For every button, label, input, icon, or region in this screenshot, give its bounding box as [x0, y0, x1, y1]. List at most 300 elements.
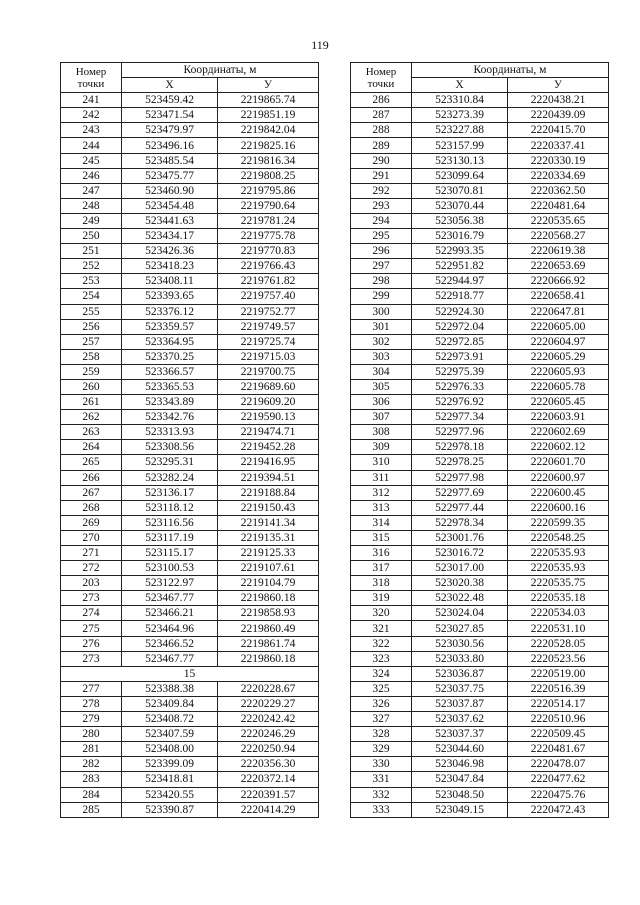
- x-coordinate: 523420.55: [122, 787, 218, 802]
- x-coordinate: 523037.87: [412, 696, 508, 711]
- table-row: [61, 138, 319, 153]
- point-number: 286: [351, 93, 412, 108]
- y-coordinate: 2219725.74: [218, 334, 319, 349]
- x-coordinate: 523365.53: [122, 379, 218, 394]
- y-coordinate: 2220528.05: [508, 636, 609, 651]
- y-coordinate: 2219689.60: [218, 379, 319, 394]
- x-coordinate: 523464.96: [122, 621, 218, 636]
- point-number: 284: [61, 787, 122, 802]
- left-rows-after: [61, 681, 319, 817]
- y-coordinate: 2219860.18: [218, 651, 319, 666]
- y-coordinate: 2220666.92: [508, 274, 609, 289]
- table-row: [61, 198, 319, 213]
- point-number: 304: [351, 364, 412, 379]
- point-number: 275: [61, 621, 122, 636]
- table-row: [351, 334, 609, 349]
- table-row: [351, 546, 609, 561]
- table-row: [351, 455, 609, 470]
- table-row: [351, 289, 609, 304]
- table-row: [61, 395, 319, 410]
- y-header: У: [508, 78, 609, 93]
- x-coordinate: 523118.12: [122, 500, 218, 515]
- y-coordinate: 2220477.62: [508, 772, 609, 787]
- y-coordinate: 2220602.12: [508, 440, 609, 455]
- point-number: 271: [61, 546, 122, 561]
- point-number: 325: [351, 681, 412, 696]
- left-rows: [61, 93, 319, 667]
- x-coordinate: 523024.04: [412, 606, 508, 621]
- point-number: 260: [61, 379, 122, 394]
- point-number: 314: [351, 515, 412, 530]
- point-number-header-line2: точки: [367, 77, 395, 90]
- table-row: [351, 802, 609, 817]
- point-number: 332: [351, 787, 412, 802]
- table-row: [61, 108, 319, 123]
- y-coordinate: 2220514.17: [508, 696, 609, 711]
- point-number: 262: [61, 410, 122, 425]
- x-header: X: [412, 78, 508, 93]
- point-number: 294: [351, 213, 412, 228]
- point-number: 266: [61, 470, 122, 485]
- table-row: [61, 712, 319, 727]
- y-coordinate: 2220605.45: [508, 395, 609, 410]
- table-row: [351, 364, 609, 379]
- y-coordinate: 2219858.93: [218, 606, 319, 621]
- table-row: [351, 153, 609, 168]
- point-number: 277: [61, 681, 122, 696]
- y-coordinate: 2220362.50: [508, 183, 609, 198]
- table-row: [351, 787, 609, 802]
- x-coordinate: 523308.56: [122, 440, 218, 455]
- x-coordinate: 522977.69: [412, 485, 508, 500]
- y-coordinate: 2220509.45: [508, 727, 609, 742]
- x-coordinate: 523407.59: [122, 727, 218, 742]
- x-coordinate: 523016.79: [412, 229, 508, 244]
- y-coordinate: 2220605.00: [508, 319, 609, 334]
- y-coordinate: 2220605.29: [508, 349, 609, 364]
- table-row: [61, 696, 319, 711]
- point-number: 296: [351, 244, 412, 259]
- point-number: 267: [61, 485, 122, 500]
- x-coordinate: 523466.21: [122, 606, 218, 621]
- y-coordinate: 2219135.31: [218, 530, 319, 545]
- point-number: 241: [61, 93, 122, 108]
- point-number: 311: [351, 470, 412, 485]
- x-coordinate: 523016.72: [412, 546, 508, 561]
- y-coordinate: 2219816.34: [218, 153, 319, 168]
- table-row: [351, 530, 609, 545]
- x-coordinate: 523115.17: [122, 546, 218, 561]
- x-coordinate: 523017.00: [412, 561, 508, 576]
- x-coordinate: 523049.15: [412, 802, 508, 817]
- point-number: 287: [351, 108, 412, 123]
- point-number: 319: [351, 591, 412, 606]
- table-row: [351, 772, 609, 787]
- x-header: X: [122, 78, 218, 93]
- table-row: [61, 244, 319, 259]
- point-number: 276: [61, 636, 122, 651]
- table-row: [351, 561, 609, 576]
- x-coordinate: 522978.18: [412, 440, 508, 455]
- point-number: 307: [351, 410, 412, 425]
- point-number: 253: [61, 274, 122, 289]
- point-number: 254: [61, 289, 122, 304]
- point-number: 257: [61, 334, 122, 349]
- y-coordinate: 2220372.14: [218, 772, 319, 787]
- point-number: 299: [351, 289, 412, 304]
- point-number: 300: [351, 304, 412, 319]
- point-number: 321: [351, 621, 412, 636]
- y-coordinate: 2219808.25: [218, 168, 319, 183]
- table-row: [61, 304, 319, 319]
- point-number: 283: [61, 772, 122, 787]
- table-row: [61, 123, 319, 138]
- y-coordinate: 2220481.67: [508, 742, 609, 757]
- table-row: [351, 666, 609, 681]
- y-coordinate: 2220516.39: [508, 681, 609, 696]
- y-coordinate: 2220535.18: [508, 591, 609, 606]
- y-coordinate: 2219416.95: [218, 455, 319, 470]
- point-number: 318: [351, 576, 412, 591]
- x-coordinate: 522977.34: [412, 410, 508, 425]
- x-coordinate: 523044.60: [412, 742, 508, 757]
- table-row: [61, 636, 319, 651]
- y-coordinate: 2220535.75: [508, 576, 609, 591]
- y-coordinate: 2220510.96: [508, 712, 609, 727]
- x-coordinate: 523030.56: [412, 636, 508, 651]
- table-row: [351, 606, 609, 621]
- table-row: [351, 244, 609, 259]
- x-coordinate: 523466.52: [122, 636, 218, 651]
- page-number: 119: [311, 38, 329, 52]
- x-coordinate: 523366.57: [122, 364, 218, 379]
- x-coordinate: 523047.84: [412, 772, 508, 787]
- point-number: 322: [351, 636, 412, 651]
- x-coordinate: 523408.72: [122, 712, 218, 727]
- table-row: [61, 530, 319, 545]
- point-number: 263: [61, 425, 122, 440]
- y-coordinate: 2219860.49: [218, 621, 319, 636]
- x-coordinate: 522972.04: [412, 319, 508, 334]
- point-number: 310: [351, 455, 412, 470]
- y-coordinate: 2220439.09: [508, 108, 609, 123]
- y-coordinate: 2219770.83: [218, 244, 319, 259]
- table-row: [351, 229, 609, 244]
- table-row: [61, 349, 319, 364]
- point-number-header: [351, 63, 412, 93]
- table-row: [351, 304, 609, 319]
- point-number: 292: [351, 183, 412, 198]
- point-number: 291: [351, 168, 412, 183]
- y-coordinate: 2220535.93: [508, 546, 609, 561]
- point-number: 264: [61, 440, 122, 455]
- table-row: [351, 470, 609, 485]
- point-number: 244: [61, 138, 122, 153]
- table-row: [351, 576, 609, 591]
- y-coordinate: 2219860.18: [218, 591, 319, 606]
- y-coordinate: 2219749.57: [218, 319, 319, 334]
- table-row: [351, 696, 609, 711]
- point-number: 265: [61, 455, 122, 470]
- x-coordinate: 523001.76: [412, 530, 508, 545]
- point-number-header: [61, 63, 122, 93]
- x-coordinate: 523459.42: [122, 93, 218, 108]
- point-number: 316: [351, 546, 412, 561]
- table-row: [61, 410, 319, 425]
- x-coordinate: 523157.99: [412, 138, 508, 153]
- y-coordinate: 2220228.67: [218, 681, 319, 696]
- x-coordinate: 523056.38: [412, 213, 508, 228]
- right-rows: [351, 93, 609, 818]
- point-number: 328: [351, 727, 412, 742]
- y-coordinate: 2219825.16: [218, 138, 319, 153]
- table-row: [61, 259, 319, 274]
- table-row: [351, 651, 609, 666]
- point-number: 331: [351, 772, 412, 787]
- x-coordinate: 523393.65: [122, 289, 218, 304]
- y-coordinate: 2219188.84: [218, 485, 319, 500]
- x-coordinate: 523467.77: [122, 651, 218, 666]
- table-row: [61, 576, 319, 591]
- table-row: [351, 410, 609, 425]
- table-row: [61, 546, 319, 561]
- y-coordinate: 2220242.42: [218, 712, 319, 727]
- x-coordinate: 522975.39: [412, 364, 508, 379]
- y-coordinate: 2219125.33: [218, 546, 319, 561]
- y-coordinate: 2220647.81: [508, 304, 609, 319]
- y-coordinate: 2220568.27: [508, 229, 609, 244]
- point-number: 273: [61, 591, 122, 606]
- x-coordinate: 522924.30: [412, 304, 508, 319]
- x-coordinate: 522993.35: [412, 244, 508, 259]
- table-row: [351, 591, 609, 606]
- point-number: 281: [61, 742, 122, 757]
- x-coordinate: 523122.97: [122, 576, 218, 591]
- point-number: 258: [61, 349, 122, 364]
- y-coordinate: 2220246.29: [218, 727, 319, 742]
- table-row: [351, 515, 609, 530]
- y-coordinate: 2219394.51: [218, 470, 319, 485]
- y-coordinate: 2220600.97: [508, 470, 609, 485]
- x-coordinate: 523364.95: [122, 334, 218, 349]
- x-coordinate: 523313.93: [122, 425, 218, 440]
- table-row: [351, 440, 609, 455]
- point-number: 242: [61, 108, 122, 123]
- y-coordinate: 2220229.27: [218, 696, 319, 711]
- table-row: [61, 485, 319, 500]
- y-coordinate: 2219107.61: [218, 561, 319, 576]
- point-number: 290: [351, 153, 412, 168]
- x-coordinate: 523027.85: [412, 621, 508, 636]
- point-number: 272: [61, 561, 122, 576]
- table-row: [351, 198, 609, 213]
- table-row: [351, 636, 609, 651]
- y-coordinate: 2220330.19: [508, 153, 609, 168]
- x-coordinate: 523070.44: [412, 198, 508, 213]
- coordinates-header: Координаты, м: [122, 63, 319, 78]
- x-coordinate: 523036.87: [412, 666, 508, 681]
- table-row: [61, 787, 319, 802]
- y-coordinate: 2219795.86: [218, 183, 319, 198]
- y-coordinate: 2219150.43: [218, 500, 319, 515]
- table-row: [351, 349, 609, 364]
- x-coordinate: 522951.82: [412, 259, 508, 274]
- table-row: [351, 123, 609, 138]
- x-coordinate: 523388.38: [122, 681, 218, 696]
- table-row: [351, 379, 609, 394]
- x-coordinate: 523454.48: [122, 198, 218, 213]
- x-coordinate: 523116.56: [122, 515, 218, 530]
- point-number: 270: [61, 530, 122, 545]
- point-number: 251: [61, 244, 122, 259]
- point-number: 245: [61, 153, 122, 168]
- point-number: 309: [351, 440, 412, 455]
- x-coordinate: 523434.17: [122, 229, 218, 244]
- x-coordinate: 523390.87: [122, 802, 218, 817]
- y-coordinate: 2219474.71: [218, 425, 319, 440]
- point-number: 273: [61, 651, 122, 666]
- x-coordinate: 522978.34: [412, 515, 508, 530]
- y-coordinate: 2220531.10: [508, 621, 609, 636]
- x-coordinate: 523037.62: [412, 712, 508, 727]
- x-coordinate: 523227.88: [412, 123, 508, 138]
- x-coordinate: 523460.90: [122, 183, 218, 198]
- x-coordinate: 522918.77: [412, 289, 508, 304]
- y-coordinate: 2219141.34: [218, 515, 319, 530]
- x-coordinate: 523399.09: [122, 757, 218, 772]
- x-coordinate: 523370.25: [122, 349, 218, 364]
- y-coordinate: 2219452.28: [218, 440, 319, 455]
- y-coordinate: 2220605.93: [508, 364, 609, 379]
- point-number: 324: [351, 666, 412, 681]
- point-number: 255: [61, 304, 122, 319]
- coordinates-table-right: [350, 62, 609, 818]
- point-number: 317: [351, 561, 412, 576]
- table-row: [61, 500, 319, 515]
- table-row: [351, 319, 609, 334]
- x-coordinate: 523070.81: [412, 183, 508, 198]
- point-number: 256: [61, 319, 122, 334]
- table-row: [61, 334, 319, 349]
- point-number: 274: [61, 606, 122, 621]
- y-coordinate: 2220250.94: [218, 742, 319, 757]
- table-row: [351, 681, 609, 696]
- coordinates-table-left: [60, 62, 319, 818]
- y-coordinate: 2219842.04: [218, 123, 319, 138]
- table-row: [61, 379, 319, 394]
- y-coordinate: 2220534.03: [508, 606, 609, 621]
- x-coordinate: 523409.84: [122, 696, 218, 711]
- x-coordinate: 523485.54: [122, 153, 218, 168]
- y-coordinate: 2220414.29: [218, 802, 319, 817]
- point-number: 329: [351, 742, 412, 757]
- table-row: [351, 621, 609, 636]
- x-coordinate: 523342.76: [122, 410, 218, 425]
- y-coordinate: 2219775.78: [218, 229, 319, 244]
- point-number: 203: [61, 576, 122, 591]
- y-coordinate: 2219715.03: [218, 349, 319, 364]
- point-number-header-line1: Номер: [365, 65, 397, 78]
- y-coordinate: 2220472.43: [508, 802, 609, 817]
- x-coordinate: 522944.97: [412, 274, 508, 289]
- x-coordinate: 523046.98: [412, 757, 508, 772]
- point-number: 327: [351, 712, 412, 727]
- table-row: [61, 727, 319, 742]
- x-coordinate: 523037.37: [412, 727, 508, 742]
- x-coordinate: 523496.16: [122, 138, 218, 153]
- x-coordinate: 523479.97: [122, 123, 218, 138]
- header-row: [61, 63, 319, 78]
- section-label: 15: [61, 666, 319, 681]
- point-number: 301: [351, 319, 412, 334]
- x-coordinate: 523376.12: [122, 304, 218, 319]
- point-number: 293: [351, 198, 412, 213]
- y-coordinate: 2220604.97: [508, 334, 609, 349]
- table-row: [61, 802, 319, 817]
- y-coordinate: 2220600.16: [508, 500, 609, 515]
- table-row: [351, 168, 609, 183]
- x-coordinate: 523130.13: [412, 153, 508, 168]
- x-coordinate: 523099.64: [412, 168, 508, 183]
- point-number: 315: [351, 530, 412, 545]
- table-row: [351, 485, 609, 500]
- table-row: [351, 93, 609, 108]
- y-coordinate: 2219700.75: [218, 364, 319, 379]
- y-coordinate: 2220535.93: [508, 561, 609, 576]
- y-coordinate: 2220391.57: [218, 787, 319, 802]
- table-row: [61, 651, 319, 666]
- table-row: [61, 681, 319, 696]
- point-number: 269: [61, 515, 122, 530]
- point-number: 278: [61, 696, 122, 711]
- y-coordinate: 2220334.69: [508, 168, 609, 183]
- table-row: [351, 183, 609, 198]
- y-coordinate: 2219757.40: [218, 289, 319, 304]
- point-number: 308: [351, 425, 412, 440]
- y-coordinate: 2219766.43: [218, 259, 319, 274]
- table-row: [351, 274, 609, 289]
- coordinates-header: Координаты, м: [412, 63, 609, 78]
- point-number-header-line2: точки: [77, 77, 105, 90]
- y-coordinate: 2220481.64: [508, 198, 609, 213]
- y-coordinate: 2220523.56: [508, 651, 609, 666]
- x-coordinate: 522972.85: [412, 334, 508, 349]
- y-coordinate: 2219790.64: [218, 198, 319, 213]
- point-number: 323: [351, 651, 412, 666]
- table-row: [351, 712, 609, 727]
- point-number: 282: [61, 757, 122, 772]
- point-number: 295: [351, 229, 412, 244]
- table-row: [61, 470, 319, 485]
- x-coordinate: 522976.92: [412, 395, 508, 410]
- table-row: [61, 561, 319, 576]
- table-row: [61, 289, 319, 304]
- x-coordinate: 523467.77: [122, 591, 218, 606]
- table-row: [61, 274, 319, 289]
- x-coordinate: 523117.19: [122, 530, 218, 545]
- table-row: [351, 259, 609, 274]
- x-coordinate: 523408.00: [122, 742, 218, 757]
- y-coordinate: 2219590.13: [218, 410, 319, 425]
- point-number: 259: [61, 364, 122, 379]
- table-row: [61, 213, 319, 228]
- point-number: 330: [351, 757, 412, 772]
- y-coordinate: 2220653.69: [508, 259, 609, 274]
- x-coordinate: 523022.48: [412, 591, 508, 606]
- table-row: [61, 93, 319, 108]
- y-coordinate: 2220337.41: [508, 138, 609, 153]
- table-row: [351, 425, 609, 440]
